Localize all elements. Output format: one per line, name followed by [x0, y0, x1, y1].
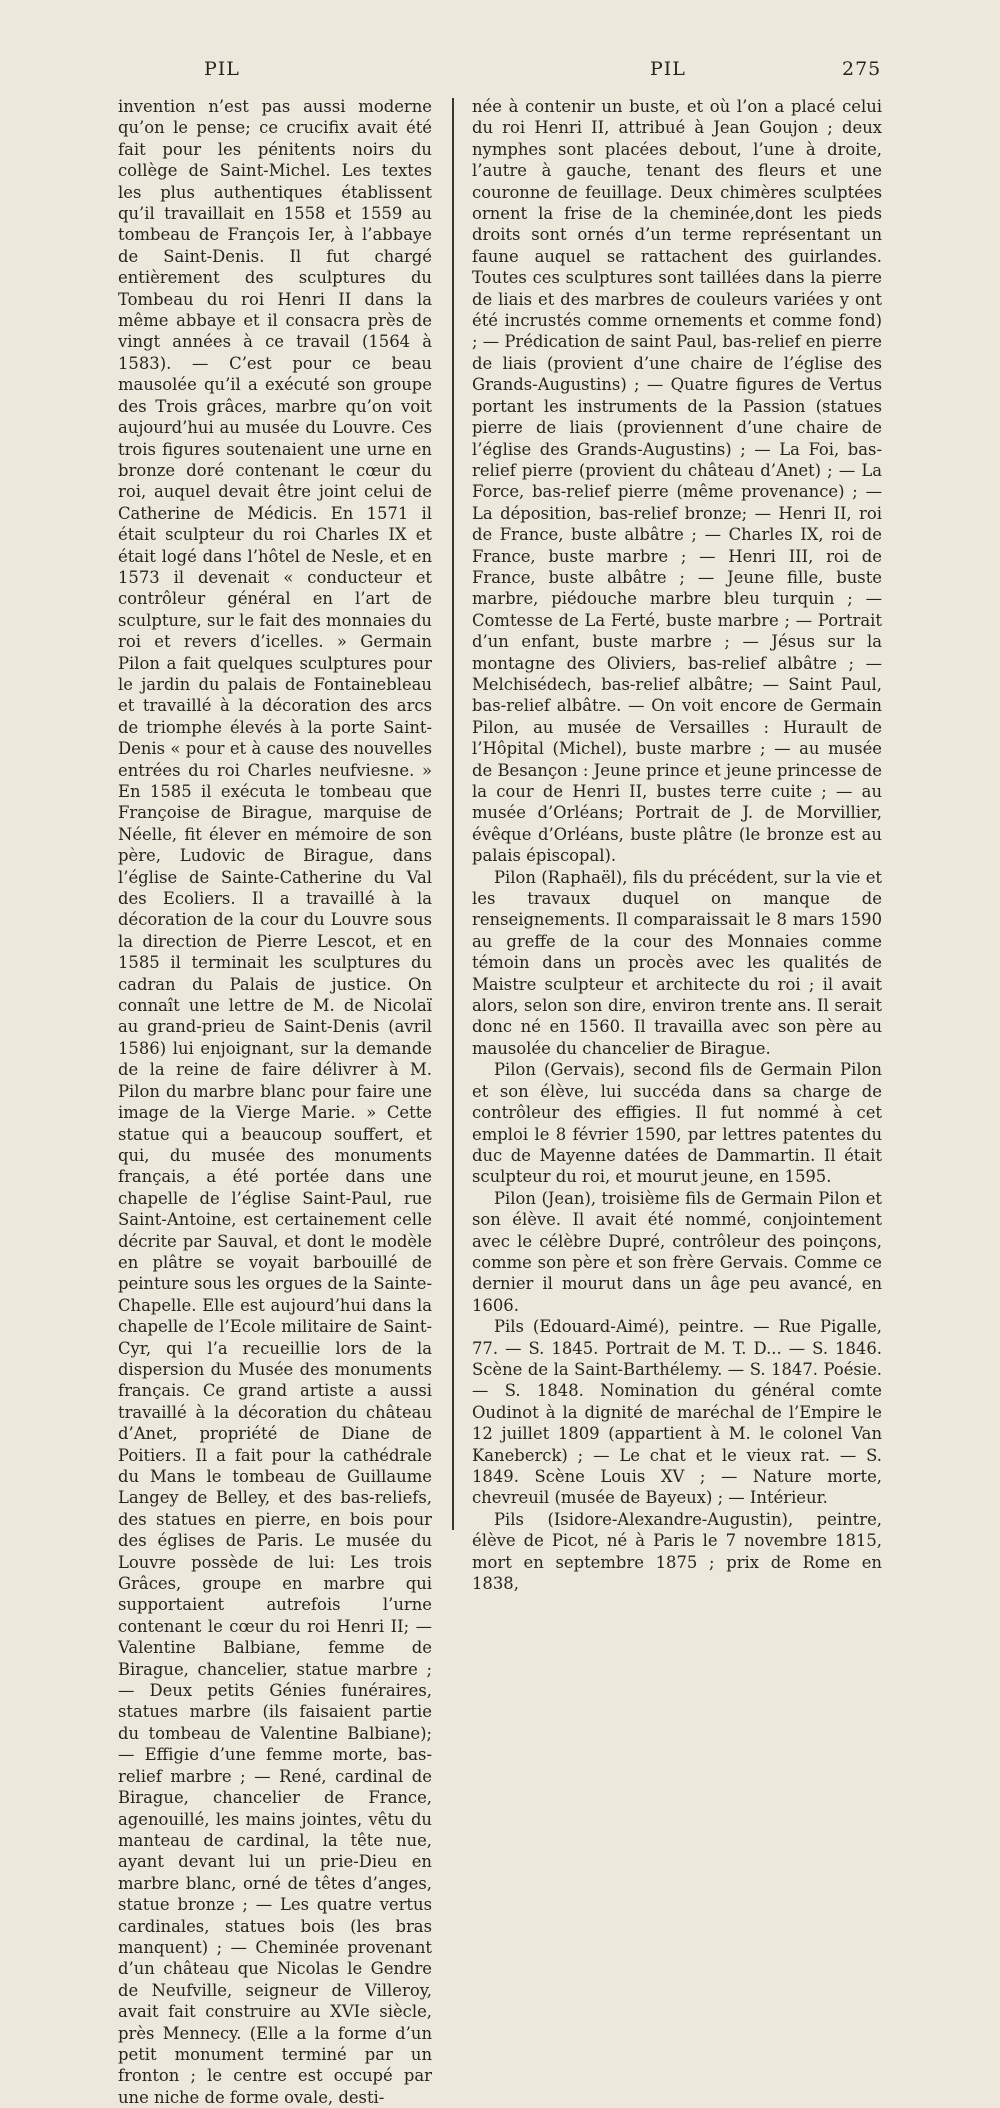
entry-pilon-gervais: Pilon (Gervais), second fils de Germain Pilon et son élève, lui succéda dans sa charge de contrôleur des effigies. Il fut nommé à cet emploi le 8 février 1590, par lettres patentes du duc de Mayenne datées de Dammartin. Il était sculpteur du roi, et mourut jeune, en 1595. [472, 1060, 882, 1187]
entry-pils-edouard: Pils (Edouard-Aimé), peintre. — Rue Pigalle, 77. — S. 1845. Portrait de M. T. D... — S. 1846. Scène de la Saint-Barthélemy. — S. 1847. Poésie. — S. 1848. Nomination du général comte Oudinot à la dignité de maréchal de l’Empire le 12 juillet 1809 (appartient à M. le colonel Van Kaneberck) ; — Le chat et le vieux rat. — S. 1849. Scène Louis XV ; — Nature morte, chevreuil (musée de Bayeux) ; — Intérieur. [472, 1317, 882, 1508]
right-column [472, 96, 882, 1594]
entry-pilon-jean: Pilon (Jean), troisième fils de Germain Pilon et son élève. Il avait été nommé, conjointement avec le célèbre Dupré, contrôleur des poinçons, comme son père et son frère Gervais. Comme ce dernier il mourut dans un âge peu avancé, en 1606. [472, 1188, 882, 1315]
entry-pilon-raphael: Pilon (Raphaël), fils du précédent, sur la vie et les travaux duquel on manque de renseignements. Il comparaissait le 8 mars 1590 au greffe de la cour des Monnaies comme témoin dans un procès avec les qualités de Maistre sculpteur et architecte du roi ; il avait alors, selon son dire, environ trente ans. Il serait donc né en 1560. Il travailla avec son père au mausolée du chancelier de Birague. [472, 867, 882, 1058]
paragraph: née à contenir un buste, et où l’on a placé celui du roi Henri II, attribué à Jean Goujon ; deux nymphes sont placées debout, l’une à droite, l’autre à gauche, tenant des fleurs et une couronne de feuillage. Deux chimères sculptées ornent la frise de la cheminée,dont les pieds droits sont ornés d’un terme représentant un faune auquel se rattachent des guirlandes. Toutes ces sculptures sont taillées dans la pierre de liais et des marbres de couleurs variées y ont été incrustés comme ornements et comme fond) ; — Prédication de saint Paul, bas-relief en pierre de liais (provient d’une chaire de l’église des Grands-Augustins) ; — Quatre figures de Vertus portant les instruments de la Passion (statues pierre de liais (proviennent d’une chaire de l’église des Grands-Augustins) ; — La Foi, bas-relief pierre (provient du château d’Anet) ; — La Force, bas-relief pierre (même provenance) ; — La déposition, bas-relief bronze; — Henri II, roi de France, buste albâtre ; — Charles IX, roi de France, buste marbre ; — Henri III, roi de France, buste albâtre ; — Jeune fille, buste marbre, piédouche marbre bleu turquin ; — Comtesse de La Ferté, buste marbre ; — Portrait d’un enfant, buste marbre ; — Jésus sur la montagne des Oliviers, bas-relief albâtre ; — Melchisédech, bas-relief albâtre; — Saint Paul, bas-relief albâtre. — On voit encore de Germain Pilon, au musée de Versailles : Hurault de l’Hôpital (Michel), buste marbre ; — au musée de Besançon : Jeune prince et jeune princesse de la cour de Henri II, bustes terre cuite ; — au musée d’Orléans; Portrait de J. de Morvillier, évêque d’Orléans, buste plâtre (le bronze est au palais épiscopal). [472, 97, 882, 866]
column-divider [452, 98, 454, 1530]
left-column [118, 96, 432, 2107]
paragraph: invention n’est pas aussi moderne qu’on le pense; ce crucifix avait été fait pour les pénitents noirs du collège de Saint-Michel. Les textes les plus authentiques établissent qu’il travaillait en 1558 et 1559 au tombeau de François Ier, à l’abbaye de Saint-Denis. Il fut chargé entièrement des sculptures du Tombeau du roi Henri II dans la même abbaye et il consacra près de vingt années à ce travail (1564 à 1583). — C’est pour ce beau mausolée qu’il a exécuté son groupe des Trois grâces, marbre qu’on voit aujourd’hui au musée du Louvre. Ces trois figures soutenaient une urne en bronze doré contenant le cœur du roi, auquel devait être joint celui de Catherine de Médicis. En 1571 il était sculpteur du roi Charles IX et était logé dans l’hôtel de Nesle, et en 1573 il devenait « conducteur et contrôleur général en l’art de sculpture, sur le fait des monnaies du roi et revers d’icelles. » Germain Pilon a fait quelques sculptures pour le jardin du palais de Fontainebleau et travaillé à la décoration des arcs de triomphe élevés à la porte Saint-Denis « pour et à cause des nouvelles entrées du roi Charles neufviesne. » En 1585 il exécuta le tombeau que Françoise de Birague, marquise de Néelle, fit élever en mémoire de son père, Ludovic de Birague, dans l’église de Sainte-Catherine du Val des Ecoliers. Il a travaillé à la décoration de la cour du Louvre sous la direction de Pierre Lescot, et en 1585 il terminait les sculptures du cadran du Palais de justice. On connaît une lettre de M. de Nicolaï au grand-prieu de Saint-Denis (avril 1586) lui enjoignant, sur la demande de la reine de faire délivrer à M. Pilon du marbre blanc pour faire une image de la Vierge Marie. » Cette statue qui a beaucoup souffert, et qui, du musée des monuments français, a été portée dans une chapelle de l’église Saint-Paul, rue Saint-Antoine, est certainement celle décrite par Sauval, et dont le modèle en plâtre se voyait barbouillé de peinture sous les orgues de la Sainte-Chapelle. Elle est aujourd’hui dans la chapelle de l’Ecole militaire de Saint-Cyr, qui l’a recueillie lors de la dispersion du Musée des monuments français. Ce grand artiste a aussi travaillé à la décoration du château d’Anet, propriété de Diane de Poitiers. Il a fait pour la cathédrale du Mans le tombeau de Guillaume Langey de Belley, et des bas-reliefs, des statues en pierre, en bois pour des églises de Paris. Le musée du Louvre possède de lui: Les trois Grâces, groupe en marbre qui supportaient autrefois l’urne contenant le cœur du roi Henri II; — Valentine Balbiane, femme de Birague, chancelier, statue marbre ; — Deux petits Génies funéraires, statues marbre (ils faisaient partie du tombeau de Valentine Balbiane); — Effigie d’une femme morte, bas-relief marbre ; — René, cardinal de Birague, chancelier de France, agenouillé, les mains jointes, vêtu du manteau de cardinal, la tête nue, ayant devant lui un prie-Dieu en marbre blanc, orné de têtes d’anges, statue bronze ; — Les quatre vertus cardinales, statues bois (les bras manquent) ; — Cheminée provenant d’un château que Nicolas le Gendre de Neufville, seigneur de Villeroy, avait fait construire au XVIe siècle, près Mennecy. (Elle a la forme d’un petit monument terminé par un fronton ; le centre est occupé par une niche de forme ovale, desti- [118, 97, 432, 2107]
entry-pils-isidore: Pils (Isidore-Alexandre-Augustin), peintre, élève de Picot, né à Paris le 7 novembre 1815, mort en septembre 1875 ; prix de Rome en 1838, [472, 1509, 882, 1594]
page-number: 275 [842, 58, 882, 80]
header-center-word: PIL [650, 58, 686, 80]
running-header [0, 58, 1000, 88]
header-left-word: PIL [204, 58, 240, 80]
